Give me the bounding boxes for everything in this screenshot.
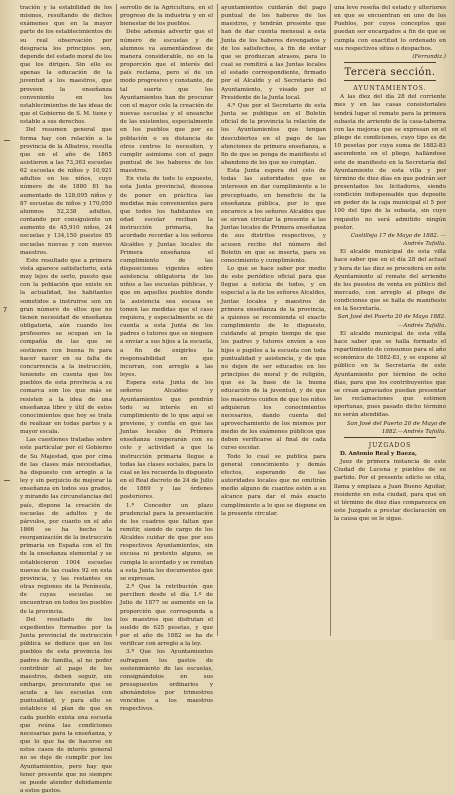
column-rule xyxy=(116,4,117,636)
paragraph: En vista de todo lo expuesto, esta Junta provincial, deseosa de poner en práctica las medidas más convenientes para que todos los habitantes en edad escolar reciban la instrucción primaria, ha acordado recordar a los señores Alcaldes y Juntas locales de Primera enseñanza el cumplimiento de las disposiciones vigentes sobre asistencia obligatoria de los niños a las escuelas públicas, y que en aquellos pueblos donde la asistencia sea escasa se tomen las medidas que el caso requiera, y especialmente se dé cuenta a esta Junta de los padres o tutores que se nieguen a enviar a sus hijos a la escuela, a fin de exigirles la responsabilidad en que incurran, con arreglo a las leyes. xyxy=(120,176,213,379)
margin-mark xyxy=(4,140,10,141)
paragraph: 3.ª Que los Ayuntamientos sufraguen los gastos de sostenimiento de las escuelas, consignándolos en sus presupuestos ordinarios y abonándolos por trimestres vencidos a los maestros respectivos. xyxy=(120,649,213,713)
divider xyxy=(344,62,436,63)
divider xyxy=(344,437,436,438)
paragraph: 4.ª Que por el Secretario de esta Junta se publique en el Boletín oficial de la provincia la relación de los Ayuntamientos que tengan descubiertos en el pago de las atenciones de primera enseñanza, a fin de que se ponga de manifiesto el abandono de los que no cumplan. xyxy=(221,102,326,166)
notice-signature: San José del Puerto 20 de Mayo de 1882.—Andrés Tafolla. xyxy=(346,420,446,435)
paragraph: Espera esta Junta de los señores Alcaldes y Ayuntamientos que pondrán todo su interés en el cumplimiento de lo que aquí se previene, y confía en que las Juntas locales de Primera enseñanza cooperarán con su celo y actividad a que la instrucción primaria llegue a todas las clases sociales, para lo cual se les recuerda lo dispuesto en el Real decreto de 24 de Julio de 1869 y las órdenes posteriores. xyxy=(120,380,213,501)
paragraph: Lo que se hace saber por medio de este periódico oficial para que llegue a noticia de todos, y en especial a la de los señores Alcaldes, Juntas locales y maestros de primera enseñanza de la provincia, a quienes se recomienda el exacto cumplimiento de lo dispuesto, cuidando al propio tiempo de que los padres y tutores envíen a sus hijos o pupilos a la escuela con toda puntualidad y asistencia, y de que no dejen de ser educados en los principios de moral y de religión, que es la base de la buena educación de la juventud, y de que los maestros cuiden de que los niños adquieran los conocimientos necesarios, dando cuenta del aprovechamiento de los mismos por medio de los exámenes públicos que deben verificarse al final de cada curso escolar. xyxy=(221,266,326,452)
section-heading: JUZGADOS xyxy=(368,441,412,449)
paragraph: Las cuestiones tratadas sobre este particular por el Gobierno de Su Majestad, que por cima de las clases más necesitadas, ha dispuesto con arreglo a la ley y sin perjuicio de mejorar la enseñanza en todos sus grados, y mirando las circunstancias del país, dispone la creación de escuelas de adultos y de párvulos, por cuanto en el año 1866 se ha hecho la reorganización de la instrucción primaria en España con el fin de la enseñanza elemental y se establecieron 1004 escuelas nuevas de las cuales 92 en esta provincia, y las restantes en otras regiones de la Península, de cuyas escuelas se encuentran en todos los pueblos de la provincia. xyxy=(20,437,113,615)
notice-text: A las diez del día 28 del corriente mes y en las casas consistoriales tendrá lugar el remate para la primera subasta de arriendo de la casa-taberna con las mejoras que se expresan en el pliego de condiciones, cuyo tipo es de 10 pesetas por cuya suma de 1882-83 ascendente en el pliego, hallándose este de manifiesto en la Secretaría del Ayuntamiento de esta villa y por término de diez días en que podrán ser presentados los licitadores, siendo condición indispensable que deposite en poder de la caja municipal el 5 por 100 del tipo de la subasta, sin cuyo requisito no será admitido ningún postor. xyxy=(334,94,446,231)
paragraph: serrollo de la Agricultura, en el progreso de la industria y en el bienestar de los pueblos. xyxy=(120,5,213,28)
paragraph: una leve reseña del estado y ulteriores en que se encuentran en uno de los Pueblos, por cuyos conceptos que puedan ser encargados a fin de que se cumpla con exactitud lo ordenado en sus respectivos sitios o despachos. xyxy=(334,5,446,52)
column-rule xyxy=(217,4,218,636)
notice-text: El alcalde municipal de esta villa hace saber que en el día 28 del actual y hora de las diez se procederá en este Ayuntamiento al remate del arriendo de los puestos de venta en público del mercado, con arreglo al pliego de condiciones que se halla de manifiesto en la Secretaría. xyxy=(334,249,446,313)
paragraph: tración y la estabilidad de los mismos, resultando de dichos exámenes que en la mayor parte de los establecimientos de su real observación por desgracia los principios son, depende del estado moral de los que los dirigen. Sin ello es apenas la educación de la juventud a los maestros, que proveen la enseñanza conveniente en los establecimientos de las ideas de que el Gobierno de S. M. tiene y estable a sus derechos. xyxy=(20,5,112,126)
section-heading: AYUNTAMIENTOS. xyxy=(353,85,427,93)
margin-mark xyxy=(4,480,10,481)
section-title: Tercera sección. xyxy=(344,67,436,79)
column-1 xyxy=(20,4,113,794)
paragraph: ayuntamientos cuidarán del pago puntual de los haberes de los maestros, y tendrán presente que han de dar cuenta mensual a esta Junta de los haberes devengados y de los satisfechos, a fin de evitar que se produzcan atrasos, para lo cual se remitirá a las Juntas locales el estado correspondiente, firmado por el Alcalde y el Secretario del Ayuntamiento, y visado por el Presidente de la Junta local. xyxy=(221,5,326,101)
paragraph: Todo lo cual se publica para general conocimiento y demás efectos, esperando de las autoridades locales que no omitirán medio alguno de cuantos estén a su alcance para dar el más exacto cumplimiento a lo que se dispone en la presente circular. xyxy=(221,453,326,517)
notice-text: Juez de primera instancia de este Ciudad de Lucena y pueblos de su partido. Por el presente edicto se cita, llama y emplaza a Juan Bueno Aguilar, residente en esta ciudad, para que en el término de diez días comparezca en este Juzgado a prestar declaración en la causa que se le sigue. xyxy=(334,459,446,523)
divider xyxy=(344,80,436,81)
margin-page-number: 7 xyxy=(3,306,8,314)
notice-signature: Castilleja 17 de Mayo de 1882. —Andrés Tafolla. xyxy=(350,232,446,248)
paragraph: 1.ª Conceder un plazo prudencial para la presentación de los cuadros que faltan que remitir, siendo de cargo de los Alcaldes cuidar de que por sus respectivos Ayuntamientos, sin excusa ni pretexto alguno, se cumpla lo acordado y se remitan a esta Junta los documentos que se expresan. xyxy=(120,502,213,582)
notice-text: El alcalde municipal de esta villa hace saber que se halla formado el repartimiento de consumos para el año económico de 1882-83, y se expone al público en la Secretaría de este Ayuntamiento por término de ocho días, para que los contribuyentes que se crean agraviados puedan presentar las reclamaciones que estimen oportunas, pues pasado dicho término no serán atendidas. xyxy=(334,330,446,419)
column-rule xyxy=(330,4,331,636)
column-3 xyxy=(221,4,326,638)
notice-signature: San José del Puerto 20 de Mayo 1882.—Andrés Tafolla. xyxy=(337,314,446,329)
column-4 xyxy=(334,4,446,638)
paragraph: Esta Junta espera del celo de todas las autoridades que se interesen en dar cumplimiento a lo preceptuado, en beneficio de la enseñanza pública, por lo que encarece a los señores Alcaldes que se sirvan circular la presente a las Juntas locales de Primera enseñanza de sus distritos respectivos, y acusen recibo del número del Boletín en que se inserta, para su conocimiento y cumplimiento. xyxy=(221,168,326,264)
paragraph: Debe además advertir que el número de escuelas y de alumnos va aumentándose de manera considerable, no en la proporción que el interés del país reclama, pero sí de un modo progresivo y constante, de tal suerte que los Ayuntamientos han de procurar con el mayor celo la creación de nuevas escuelas y el ensanche de las existentes, especialmente en los pueblos que por su población o su distancia de otros centros lo necesiten, y cumplir asimismo con el pago puntual de los haberes de los maestros. xyxy=(120,29,213,175)
paragraph: Del resumen general que forma hay con relación a la provincia de la Albatros, resulta que en el año de 1865 asistieron a las 73,363 escuelas 62 escuelas de niños y 10,921 adultos en los niños, cuyo número de de 1880 81 ha aumentado de 128,095 niños y 87 escuelas de niños y 170,050 alumnos 52,238 adultos, contando por consiguiente un aumento de 45,910 niños, 24 escuelas y 134,150 puestos 85 escuelas nuevas y con nuevos maestros. xyxy=(20,127,112,256)
paragraph: 2.ª Que la retribución que perciben desde el día 1.º de Julio de 1877 se aumente en la proporción que corresponda a los maestros que disfrutan el sueldo de 625 pesetas, y que por el año de 1882 se ha de verificar con arreglo a la ley. xyxy=(120,584,213,648)
signature: (Ferrandiz.) xyxy=(412,53,446,60)
column-2 xyxy=(120,4,213,713)
judge-name: D. Antonio Real y Baeza, xyxy=(340,450,417,457)
paragraph: Del resultado de los expedientes formados por la Junta provincial de instrucción pública se deduce que en los pueblos de esta provincia los padres de familia, al no poder contribuir al pago de los maestros, deben seguir, sin embargo, procurando que se acuda a las escuelas con puntualidad, y para ello se establece el plan de que en cada pueblo exista una escuela que reúna las condiciones necesarias para la enseñanza, y que lo que ha de hacerse en estos casos de interés general no se deje de cumplir por los Ayuntamientos, pero hay que tener presente que no siempre se puede atender debidamente a estos gastos. xyxy=(20,616,112,794)
paragraph: Este resultado que a primera vista aparece satisfactorio, está muy lejos de serlo, puesto que con la población que existe en la actualidad, los habitantes sometidos a instruirse son un gran número de ellos que no tienen necesidad de enseñanza obligatoria, aún cuando los profesores se ocupan en la compañía de las que se sostienen con buena fe para hacer nacer en su falta de concurrencia a la instrucción, teniendo en cuenta que los pueblos de esta provincia a su comarca son los que más se resisten a la idea de una enseñanza libre y útil de estos conocimientos que hoy se trata de realizar en todas partes y a mayor escala. xyxy=(20,257,112,436)
